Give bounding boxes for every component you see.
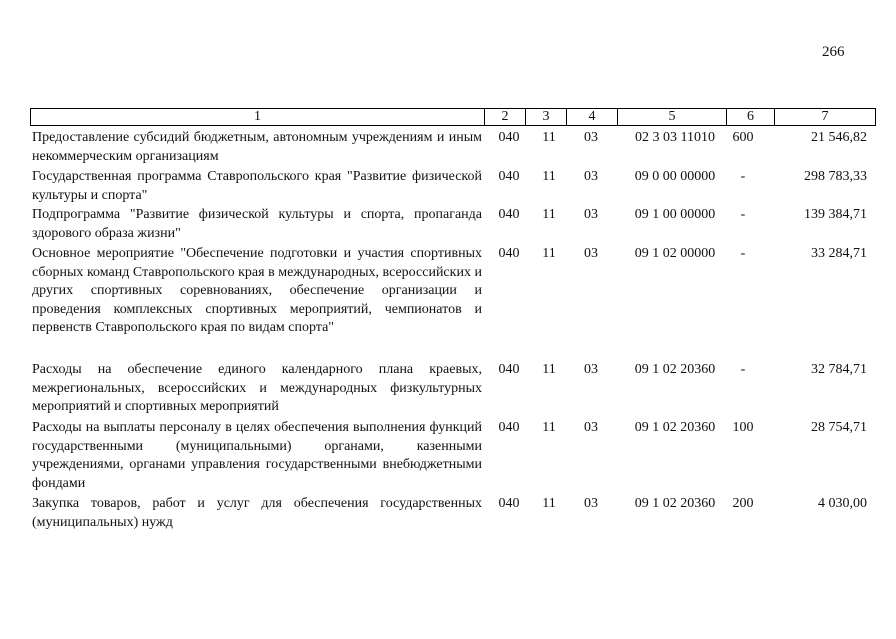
row-code: 040 xyxy=(498,207,520,222)
row-section: 11 xyxy=(542,246,556,261)
header-cell-5: 5 xyxy=(617,109,726,125)
row-expense-type: - xyxy=(740,362,746,377)
header-cell-6: 6 xyxy=(726,109,774,125)
row-code: 040 xyxy=(498,420,520,435)
header-cell-3: 3 xyxy=(525,109,566,125)
row-amount: 4 030,00 xyxy=(818,496,867,511)
row-section: 11 xyxy=(542,420,556,435)
row-expense-type: - xyxy=(740,246,746,261)
row-name: Подпрограмма "Развитие физической культуры и спорта, пропаганда здорового образа жизни" xyxy=(32,207,482,241)
page-number: 266 xyxy=(822,44,845,60)
row-name: Основное мероприятие "Обеспечение подготовки и участия спортивных сборных команд Ставропольского края в международных, всероссийских и других спортивных соревнованиях, обеспечение организации и проведения комплексных спортивных мероприятий, чемпионатов и первенств Ставропольского края по видам спорта" xyxy=(32,246,482,335)
row-code: 040 xyxy=(498,169,520,184)
row-expense-type: - xyxy=(740,169,746,184)
row-target: 09 1 00 00000 xyxy=(634,207,716,222)
row-code: 040 xyxy=(498,130,520,145)
row-subsection: 03 xyxy=(584,246,598,261)
row-amount: 139 384,71 xyxy=(804,207,867,222)
row-section: 11 xyxy=(542,169,556,184)
row-subsection: 03 xyxy=(584,362,598,377)
row-subsection: 03 xyxy=(584,130,598,145)
row-target: 09 1 02 20360 xyxy=(634,362,716,377)
row-expense-type: 100 xyxy=(732,420,754,435)
row-subsection: 03 xyxy=(584,420,598,435)
row-expense-type: 600 xyxy=(732,130,754,145)
row-amount: 33 284,71 xyxy=(811,246,867,261)
row-section: 11 xyxy=(542,207,556,222)
header-cell-7: 7 xyxy=(774,109,875,125)
row-target: 09 1 02 20360 xyxy=(634,420,716,435)
header-cell-1: 1 xyxy=(254,109,261,124)
row-amount: 32 784,71 xyxy=(811,362,867,377)
row-subsection: 03 xyxy=(584,169,598,184)
header-cell-2: 2 xyxy=(484,109,525,125)
row-expense-type: 200 xyxy=(732,496,754,511)
row-name: Расходы на обеспечение единого календарного плана краевых, межрегиональных, всероссийских и международных физкультурных мероприятий и спортивных мероприятий xyxy=(32,362,482,414)
header-cell-4: 4 xyxy=(566,109,617,125)
row-amount: 298 783,33 xyxy=(804,169,867,184)
row-section: 11 xyxy=(542,130,556,145)
row-code: 040 xyxy=(498,496,520,511)
row-section: 11 xyxy=(542,362,556,377)
row-name: Расходы на выплаты персоналу в целях обеспечения выполнения функций государственными (муниципальными) органами, казенными учреждениями, органами управления государственными внебюджетными фондами xyxy=(32,420,482,491)
row-target: 02 3 03 11010 xyxy=(635,130,715,145)
row-subsection: 03 xyxy=(584,496,598,511)
budget-table xyxy=(30,108,876,530)
row-target: 09 1 02 20360 xyxy=(634,496,716,511)
row-target: 09 1 02 00000 xyxy=(634,246,716,261)
row-code: 040 xyxy=(498,246,520,261)
table-header xyxy=(30,108,876,126)
row-name: Государственная программа Ставропольского края "Развитие физической культуры и спорта" xyxy=(32,169,482,203)
row-subsection: 03 xyxy=(584,207,598,222)
row-section: 11 xyxy=(542,496,556,511)
row-target: 09 0 00 00000 xyxy=(634,169,716,184)
row-name: Закупка товаров, работ и услуг для обеспечения государственных (муниципальных) нужд xyxy=(32,496,482,530)
row-amount: 21 546,82 xyxy=(811,130,867,145)
row-name: Предоставление субсидий бюджетным, автономным учреждениям и иным некоммерческим организациям xyxy=(32,130,482,164)
row-expense-type: - xyxy=(740,207,746,222)
row-amount: 28 754,71 xyxy=(811,420,867,435)
row-code: 040 xyxy=(498,362,520,377)
